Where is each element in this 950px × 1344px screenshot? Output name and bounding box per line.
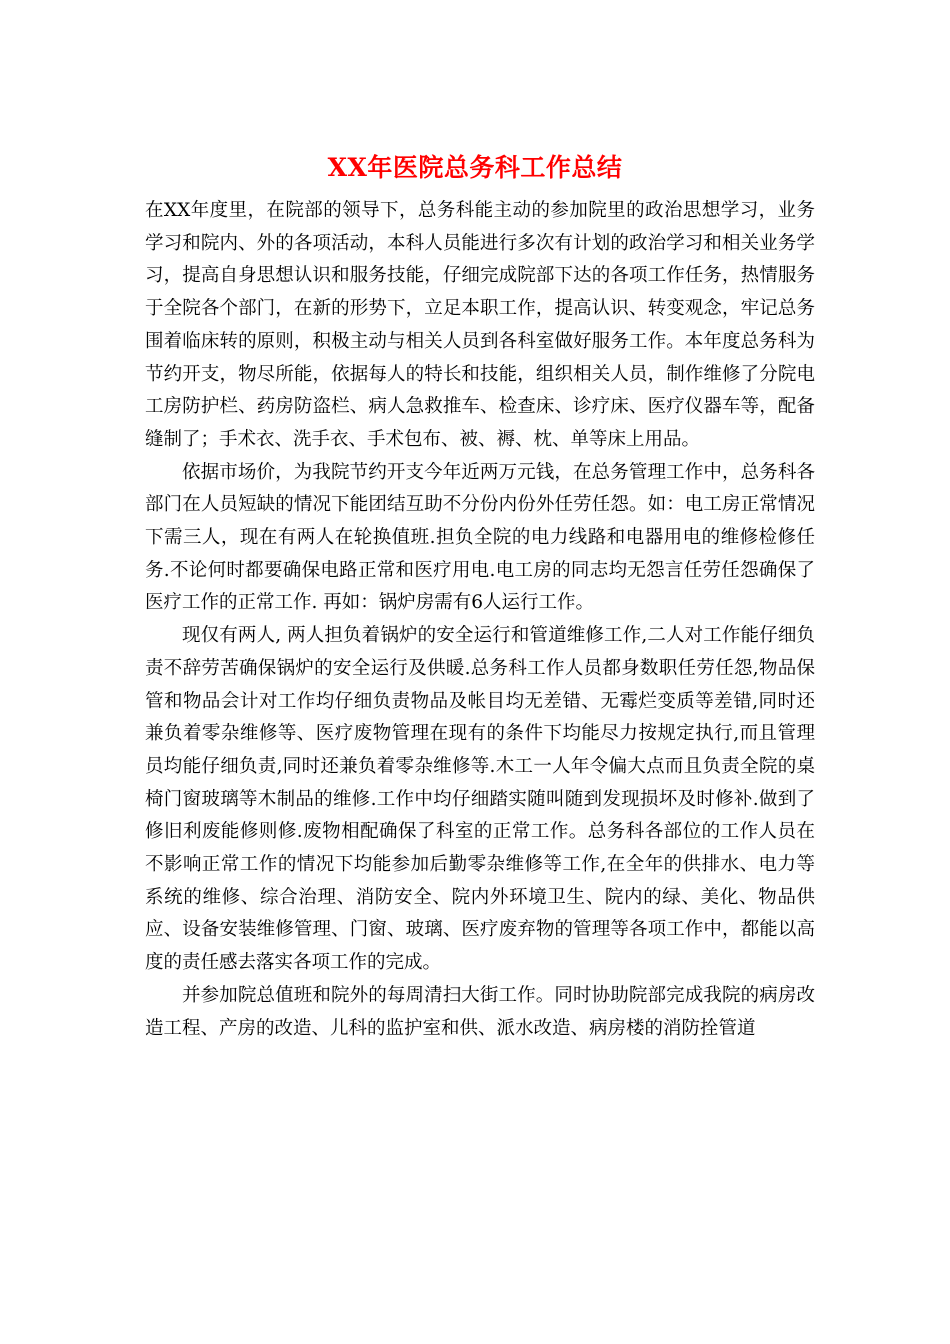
paragraph-2: 依据市场价，为我院节约开支今年近两万元钱，在总务管理工作中，总务科各部门在人员短缺的情况下能团结互助不分份内份外任劳任怨。如：电工房正常情况下需三人，现在有两人在轮换值班.担负全院的电力线路和电器用电的维修检修任务.不论何时都要确保电路正常和医疗用电.电工房的同志均无怨言任劳任怨确保了医疗工作的正常工作. 再如：锅炉房需有6人运行工作。 bbox=[145, 461, 815, 614]
document-title: XX年医院总务科工作总结 bbox=[327, 153, 623, 182]
paragraph-4: 并参加院总值班和院外的每周清扫大街工作。同时协助院部完成我院的病房改造工程、产房的改造、儿科的监护室和供、派水改造、病房楼的消防拴管道 bbox=[145, 984, 815, 1039]
paragraph-1: 在XX年度里，在院部的领导下，总务科能主动的参加院里的政治思想学习，业务学习和院内、外的各项活动，本科人员能进行多次有计划的政治学习和相关业务学习，提高自身思想认识和服务技能，仔细完成院部下达的各项工作任务，热情服务于全院各个部门，在新的形势下，立足本职工作，提高认识、转变观念，牢记总务围着临床转的原则，积极主动与相关人员到各科室做好服务工作。本年度总务科为节约开支，物尽所能，依据每人的特长和技能，组织相关人员，制作维修了分院电工房防护栏、药房防盗栏、病人急救推车、检查床、诊疗床、医疗仪器车等，配备缝制了；手术衣、洗手衣、手术包布、被、褥、枕、单等床上用品。 bbox=[145, 200, 815, 450]
document-body bbox=[145, 195, 815, 1045]
paragraph-3: 现仅有两人, 两人担负着锅炉的安全运行和管道维修工作,二人对工作能仔细负责不辞劳苦确保锅炉的安全运行及供暖.总务科工作人员都身数职任劳任怨,物品保管和物品会计对工作均仔细负责物品及帐目均无差错、无霉烂变质等差错,同时还兼负着零杂维修等、医疗废物管理在现有的条件下均能尽力按规定执行,而且管理员均能仔细负责,同时还兼负着零杂维修等.木工一人年令偏大点而且负责全院的桌椅门窗玻璃等木制品的维修.工作中均仔细踏实随叫随到发现损坏及时修补.做到了修旧利废能修则修.废物相配确保了科室的正常工作。总务科各部位的工作人员在不影响正常工作的情况下均能参加后勤零杂维修等工作,在全年的供排水、电力等系统的维修、综合治理、消防安全、院内外环境卫生、院内的绿、美化、物品供应、设备安装维修管理、门窗、玻璃、医疗废弃物的管理等各项工作中，都能以高度的责任感去落实各项工作的完成。 bbox=[145, 625, 815, 974]
